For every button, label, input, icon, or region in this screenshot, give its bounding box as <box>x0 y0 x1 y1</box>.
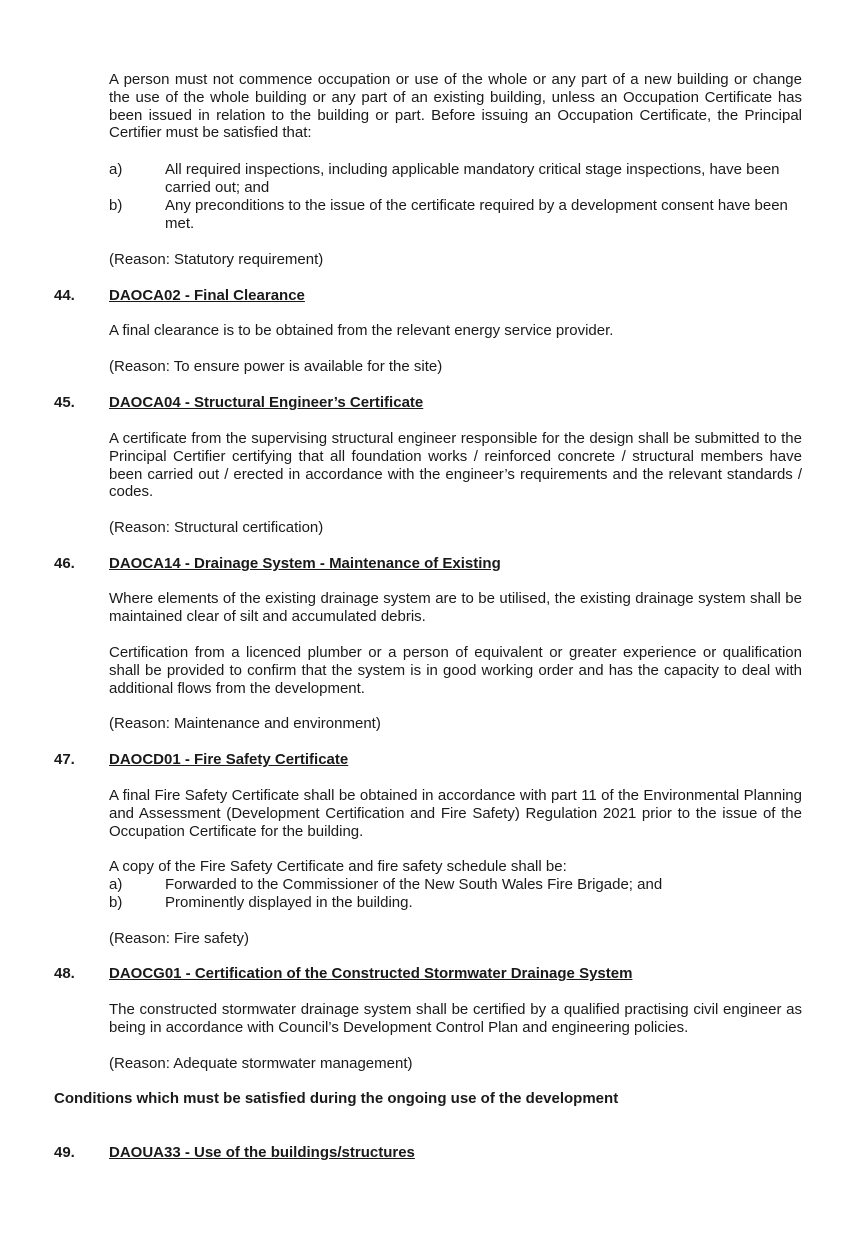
condition-title: DAOCD01 - Fire Safety Certificate <box>109 751 349 768</box>
section-heading: Conditions which must be satisfied during the ongoing use of the development <box>54 1090 619 1107</box>
condition-number: 44. <box>54 287 75 304</box>
list-text: All required inspections, including applicable mandatory critical stage inspections, have been carried out; and <box>165 161 780 196</box>
condition-paragraph: A certificate from the supervising structural engineer responsible for the design shall be submitted to the Principal Certifier certifying that all foundation works / reinforced concrete / structural members have been carried out / erected in accordance with the engineer’s requirements and the relevant standards / codes. <box>109 430 802 501</box>
condition-number: 48. <box>54 965 75 982</box>
reason-text: (Reason: Statutory requirement) <box>109 251 324 268</box>
condition-paragraph: Where elements of the existing drainage system are to be utilised, the existing drainage system shall be maintained clear of silt and accumulated debris. <box>109 590 802 625</box>
intro-paragraph: A person must not commence occupation or use of the whole or any part of a new building or change the use of the whole building or any part of an existing building, unless an Occupation Certificate has been issued in relation to the building or part. Before issuing an Occupation Certificate, the Principal Certifier must be satisfied that: <box>109 71 802 142</box>
list-marker: a) <box>109 876 123 893</box>
condition-title: DAOUA33 - Use of the buildings/structures <box>109 1144 415 1161</box>
reason-text: (Reason: Structural certification) <box>109 519 324 536</box>
list-marker: b) <box>109 197 123 214</box>
condition-number: 45. <box>54 394 75 411</box>
list-marker: b) <box>109 894 123 911</box>
condition-number: 49. <box>54 1144 75 1161</box>
list-text: Any preconditions to the issue of the certificate required by a development consent have been met. <box>165 197 788 232</box>
list-marker: a) <box>109 161 123 178</box>
list-text: Prominently displayed in the building. <box>165 894 413 911</box>
condition-title: DAOCA14 - Drainage System - Maintenance of Existing <box>109 555 501 572</box>
reason-text: (Reason: Fire safety) <box>109 930 250 947</box>
condition-title: DAOCA02 - Final Clearance <box>109 287 305 304</box>
reason-text: (Reason: Maintenance and environment) <box>109 715 381 732</box>
condition-paragraph: A final Fire Safety Certificate shall be obtained in accordance with part 11 of the Environmental Planning and Assessment (Development Certification and Fire Safety) Regulation 2021 prior to the issue of the Occupation Certificate for the building. <box>109 787 802 840</box>
condition-paragraph: A copy of the Fire Safety Certificate and fire safety schedule shall be: <box>109 858 567 875</box>
reason-text: (Reason: To ensure power is available for the site) <box>109 358 443 375</box>
condition-number: 47. <box>54 751 75 768</box>
condition-paragraph: Certification from a licenced plumber or a person of equivalent or greater experience or qualification shall be provided to confirm that the system is in good working order and has the capacity to deal with additional flows from the development. <box>109 644 802 697</box>
reason-text: (Reason: Adequate stormwater management) <box>109 1055 413 1072</box>
condition-paragraph: A final clearance is to be obtained from the relevant energy service provider. <box>109 322 614 339</box>
condition-paragraph: The constructed stormwater drainage system shall be certified by a qualified practising civil engineer as being in accordance with Council’s Development Control Plan and engineering policies. <box>109 1001 802 1036</box>
list-text: Forwarded to the Commissioner of the New South Wales Fire Brigade; and <box>165 876 663 893</box>
condition-title: DAOCA04 - Structural Engineer’s Certificate <box>109 394 424 411</box>
condition-number: 46. <box>54 555 75 572</box>
condition-title: DAOCG01 - Certification of the Constructed Stormwater Drainage System <box>109 965 633 982</box>
